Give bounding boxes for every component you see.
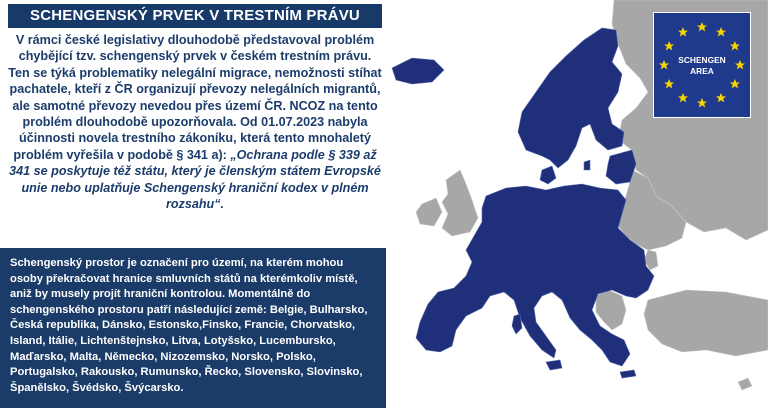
star-icon <box>716 93 726 103</box>
star-icon <box>730 79 740 89</box>
star-icon <box>678 27 688 37</box>
star-circle <box>654 13 750 117</box>
schengen-info-box: Schengenský prostor je označení pro území, na kterém mohou osoby překračovat hranice smluvních států na kterémkoliv místě, aniž by musely projít hraniční kontrolou. Momentálně do schengenského prostoru patří následující země: Belgie, Bulharsko, Česká republika, Dánsko, Estonsko,Finsko, Francie, Chorvatsko, Island, Itálie, Lichtenštejnsko, Litva, Lotyšsko, Lucembursko, Maďarsko, Malta, Německo, Nizozemsko, Norsko, Polsko, Portugalsko, Rakousko, Rumunsko, Řecko, Slovensko, Slovinsko, Španělsko, Švédsko, Švýcarsko. <box>0 248 386 408</box>
intro-paragraph <box>8 32 382 212</box>
schengen-area-badge <box>653 12 751 118</box>
law-quote: „Ochrana podle § 339 až 341 se poskytuje též státu, který je členským státem Evropské unie nebo uplatňuje Schengenský hraniční kodex v plném rozsahu“. <box>9 147 381 212</box>
star-icon <box>730 41 740 51</box>
star-icon <box>664 79 674 89</box>
star-icon <box>664 41 674 51</box>
intro-text: V rámci české legislativy dlouhodobě představoval problém chybějící tzv. schengenský prvek v českém trestním právu. Ten se týká problematiky nelegální migrace, nemožnosti stíhat pachatele, kteří z ČR organizují převozy nelegálních migrantů, ale samotné převozy nevedou přes území ČR. NCOZ na tento problém dlouhodobě upozorňovala. Od 01.07.2023 nabyla účinnosti novela trestního zákoníku, která tento mnohaletý problém vyřešila v podobě § 341 a): <box>8 33 382 162</box>
star-icon <box>678 93 688 103</box>
star-icon <box>697 98 707 108</box>
star-icon <box>716 27 726 37</box>
star-icon <box>697 22 707 32</box>
badge-label-line1: SCHENGEN <box>678 55 726 65</box>
page-title: SCHENGENSKÝ PRVEK V TRESTNÍM PRÁVU <box>8 4 382 28</box>
badge-label-line2: AREA <box>690 66 714 76</box>
